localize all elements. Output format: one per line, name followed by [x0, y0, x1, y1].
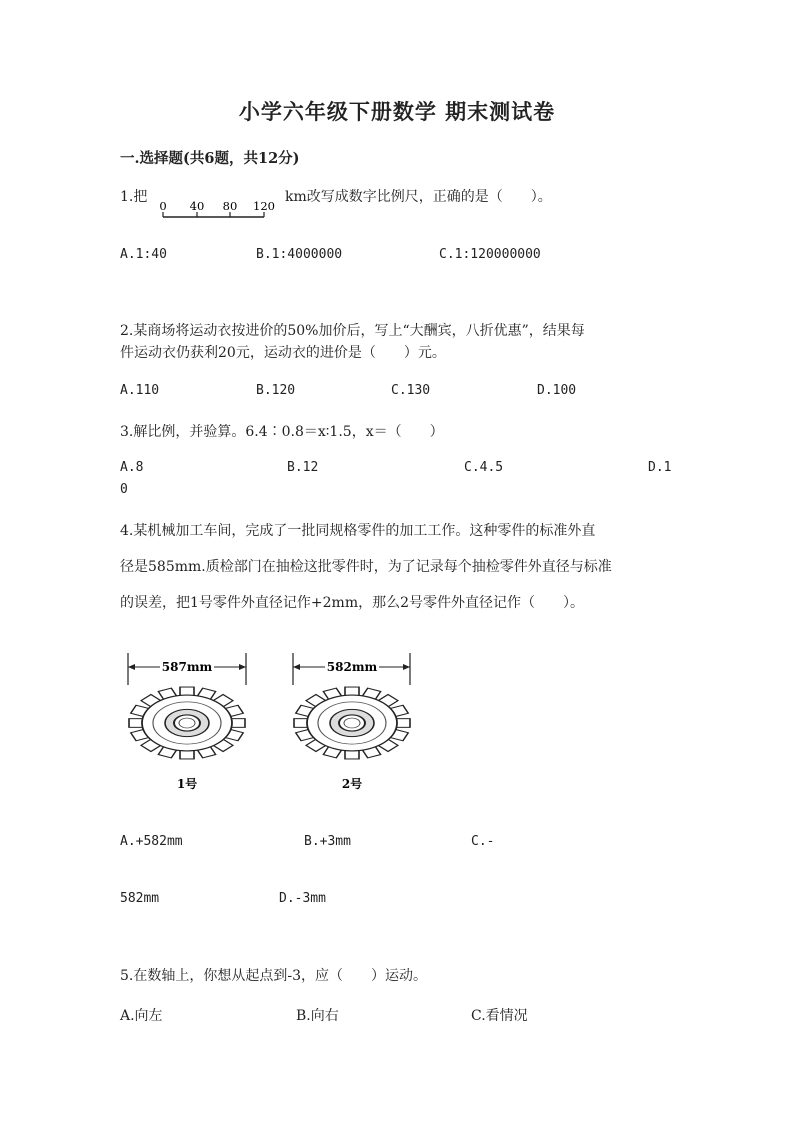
scale-bar-figure: [152, 192, 282, 222]
q2-question-line2: 件运动衣仍获利20元，运动衣的进价是（ ）元。: [120, 345, 446, 361]
q4-option-b[interactable]: B.+3mm: [304, 834, 351, 849]
q2-option-c[interactable]: C.130: [391, 383, 431, 398]
q2-option-a[interactable]: A.110: [120, 383, 160, 398]
q2-option-b[interactable]: B.120: [256, 383, 296, 398]
q5-option-a[interactable]: A.向左: [120, 1008, 163, 1024]
q4-option-c-wrap: 582mm: [120, 891, 160, 906]
q5-option-b[interactable]: B.向右: [296, 1008, 339, 1024]
q4-option-d[interactable]: D.-3mm: [279, 891, 326, 906]
q4-option-c[interactable]: C.-: [471, 834, 495, 849]
q3-option-c[interactable]: C.4.5: [464, 460, 504, 475]
gear-1-dimension: 587mm: [161, 660, 213, 674]
q1-option-a[interactable]: A.1:40: [120, 247, 167, 262]
q4-question-line2: 径是585mm.质检部门在抽检这批零件时，为了记录每个抽检零件外直径与标准: [120, 559, 612, 575]
gear-2-label: 2号: [341, 777, 363, 791]
q3-option-a[interactable]: A.8: [120, 460, 144, 475]
scale-tick-label: 120: [253, 199, 275, 213]
q3-question-text: 3.解比例，并验算。6.4∶0.8＝x∶1.5，x＝（ ）: [120, 424, 444, 440]
q3-option-d-wrap: 0: [120, 482, 128, 497]
q3-option-d[interactable]: D.1: [648, 460, 672, 475]
section-heading: 一.选择题(共6题，共12分): [120, 150, 300, 167]
q2-question-line1: 2.某商场将运动衣按进价的50%加价后，写上“大酬宾，八折优惠”，结果每: [120, 323, 585, 339]
scale-tick-label: 80: [222, 199, 238, 213]
gear-2-dimension: 582mm: [326, 660, 378, 674]
page-title: 小学六年级下册数学 期末测试卷: [238, 99, 556, 124]
q1-option-c[interactable]: C.1:120000000: [439, 247, 541, 262]
scale-tick-label: 40: [189, 199, 205, 213]
gear-2: [293, 653, 410, 791]
q4-question-line3: 的误差，把1号零件外直径记作+2mm，那么2号零件外直径记作（ ）。: [120, 595, 585, 611]
q4-option-a[interactable]: A.+582mm: [120, 834, 183, 849]
q1-question-text: km改写成数字比例尺，正确的是（ ）。: [285, 189, 552, 205]
q3-option-b[interactable]: B.12: [287, 460, 319, 475]
q5-question-text: 5.在数轴上，你想从起点到-3，应（ ）运动。: [120, 968, 427, 984]
q1-option-b[interactable]: B.1:4000000: [256, 247, 343, 262]
q1-prefix: 1.把: [120, 189, 148, 205]
gear-1-label: 1号: [176, 777, 198, 791]
gear-1: [128, 653, 246, 791]
q5-option-c[interactable]: C.看情况: [471, 1008, 528, 1024]
q2-option-d[interactable]: D.100: [537, 383, 577, 398]
q4-question-line1: 4.某机械加工车间，完成了一批同规格零件的加工工作。这种零件的标准外直: [120, 523, 596, 539]
gear-figure: [118, 645, 418, 795]
scale-tick-label: 0: [159, 199, 167, 213]
